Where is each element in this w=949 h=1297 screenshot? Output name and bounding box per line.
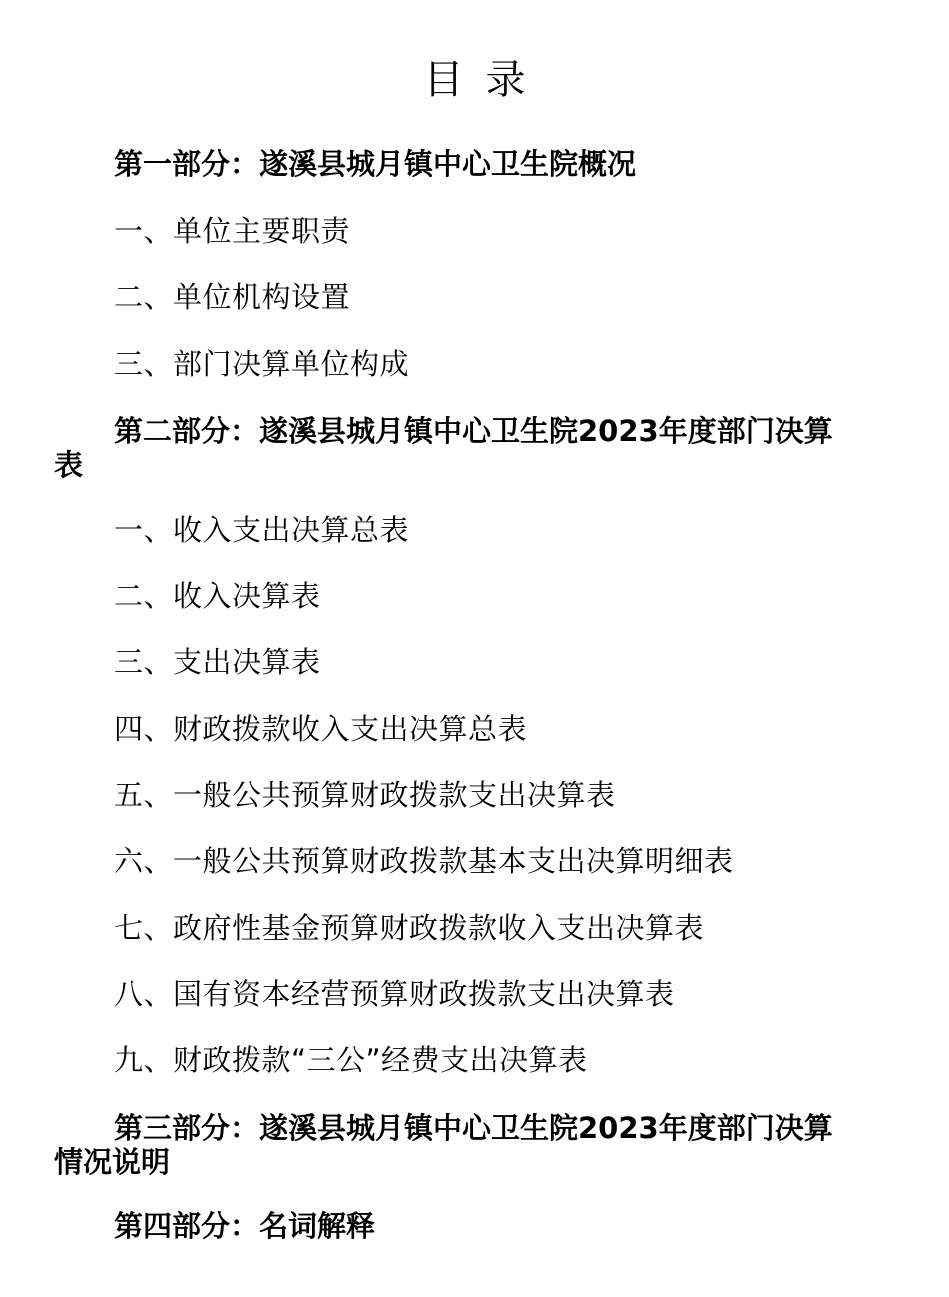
toc-part-1[interactable]: 第一部分：遂溪县城月镇中心卫生院概况 <box>114 147 637 181</box>
toc-part-4[interactable]: 第四部分：名词解释 <box>114 1209 376 1243</box>
toc-item-2-5[interactable]: 五、一般公共预算财政拨款支出决算表 <box>114 778 616 812</box>
toc-item-2-3[interactable]: 三、支出决算表 <box>114 645 321 679</box>
toc-item-2-9[interactable]: 九、财政拨款“三公”经费支出决算表 <box>114 1043 588 1077</box>
title-char-1: 目 <box>423 57 464 103</box>
toc-item-2-1[interactable]: 一、收入支出决算总表 <box>114 513 410 547</box>
toc-part-2[interactable]: 第二部分：遂溪县城月镇中心卫生院2023年度部门决算表 <box>54 414 833 482</box>
toc-item-2-8[interactable]: 八、国有资本经营预算财政拨款支出决算表 <box>114 977 675 1011</box>
toc-part-3[interactable]: 第三部分：遂溪县城月镇中心卫生院2023年度部门决算情况说明 <box>54 1111 833 1179</box>
toc-item-2-4[interactable]: 四、财政拨款收入支出决算总表 <box>114 712 528 746</box>
toc-item-1-2[interactable]: 二、单位机构设置 <box>114 280 351 314</box>
toc-item-1-3[interactable]: 三、部门决算单位构成 <box>114 347 410 381</box>
page-title <box>0 52 949 108</box>
toc-item-2-2[interactable]: 二、收入决算表 <box>114 579 321 613</box>
toc-item-1-1[interactable]: 一、单位主要职责 <box>114 214 351 248</box>
toc-item-2-7[interactable]: 七、政府性基金预算财政拨款收入支出决算表 <box>114 911 705 945</box>
toc-item-2-6[interactable]: 六、一般公共预算财政拨款基本支出决算明细表 <box>114 844 734 878</box>
title-char-2: 录 <box>485 57 526 103</box>
